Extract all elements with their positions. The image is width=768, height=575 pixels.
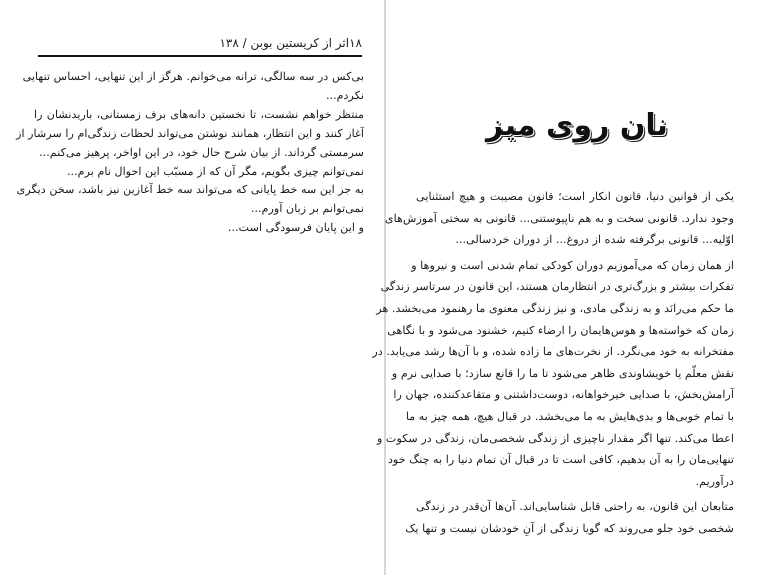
text-line: و این پایان فرسودگی است... bbox=[227, 221, 364, 235]
right-page-body bbox=[372, 186, 734, 540]
text-line: ما حکم می‌رانَد و به زندگی مادی، و نیز زندگی معنوی ما رهنمود می‌بخشد. هر bbox=[376, 301, 734, 315]
text-line: با تمام خوبی‌ها و بدی‌هایش به ما می‌بخشد. در قبال هیچ، همه چیز به ما bbox=[405, 409, 734, 423]
text-line: منتظر خواهم نشست، تا نخستین دانه‌های برف زمستانی، باریدنشان را bbox=[34, 107, 364, 121]
text-line: شخصی خود جلو می‌روند که گویا زندگی از آنِ خودشان نیست و تنها یک bbox=[405, 521, 734, 535]
text-line: درآوریم. bbox=[695, 474, 734, 488]
text-line: نکردم... bbox=[325, 88, 364, 102]
right-page bbox=[372, 0, 768, 575]
text-line: زمان که خواسته‌ها و هوس‌هایمان را ارضاء کنیم، خشنود می‌شود و با نگاهی bbox=[387, 323, 734, 337]
text-line: از همان زمان که می‌آموزیم دوران کودکی تمام شدنی است و نیروها و bbox=[411, 258, 734, 272]
text-line: یکی از قوانین دنیا، قانون انکار است؛ قانون مصیبت و هیچ استثنایی bbox=[416, 190, 734, 203]
text-line: تنهایی‌مان را به آن بدهیم، کافی است تا در قبال آن تمام دنیا را به چنگ خود bbox=[387, 453, 734, 467]
chapter-title: نان روی میز bbox=[486, 108, 668, 143]
text-line: نقش معلّم یا خویشاوندی ظاهر می‌شود تا ما را قانع سازد؛ با صدایی نرم و bbox=[391, 366, 734, 380]
header-rule bbox=[38, 55, 362, 57]
text-line: اوّلیه... قانونی برگرفته شده از دروغ... از دوران خردسالی... bbox=[455, 233, 734, 247]
text-line: مفتخرانه به خود می‌نگرد. از نخرت‌های ما زاده شده، و با آن‌ها رشد می‌یابد. در bbox=[372, 345, 734, 359]
text-line: وجود ندارد. قانونی سخت و به هم ناپیوستنی... قانونی به سختی آموزش‌های bbox=[384, 211, 734, 225]
text-line: آرامش‌بخش، با صدایی خیرخواهانه، دوست‌داشتنی و متقاعدکننده، جهان را bbox=[393, 388, 734, 402]
text-line: نمی‌توانم چیزی بگویم، مگر آن که از مسبّب این احوال نام برم... bbox=[67, 164, 364, 178]
text-line: آغاز کنند و این انتظار، همانند نوشتن می‌تواند لحظات زندگی‌ام را سرشار از bbox=[16, 126, 364, 140]
running-header: ۱۸اثر از کریستین بوبن / ۱۳۸ bbox=[219, 36, 362, 50]
text-line: متابعان این قانون، به راحتی قابل شناسایی‌اند. آن‌ها آن‌قدر در زندگی bbox=[416, 500, 734, 514]
left-page-body bbox=[16, 68, 364, 238]
text-line: تفکرات بیشتر و بزرگ‌تری در انتظارمان هستند، این قانون در سرتاسر زندگی bbox=[380, 280, 734, 294]
text-line: اعطا می‌کند. تنها اگر مقدار ناچیزی از زندگی شخصی‌مان، زندگی در سکوت و bbox=[376, 431, 734, 445]
text-line: بی‌کس در سه سالگی، ترانه می‌خوانم. هرگز از این تنهایی، احساس تنهایی bbox=[22, 70, 364, 83]
text-line: سرمستی گرداند. از بیان شرح حال خود، در این اواخر، پرهیز می‌کنم... bbox=[39, 145, 364, 159]
text-line: به جز این سه خط پایانی که می‌تواند سه خط آغازین نیز باشد، سخن دیگری bbox=[16, 183, 364, 197]
text-line: نمی‌توانم بر زبان آورم... bbox=[250, 202, 364, 216]
